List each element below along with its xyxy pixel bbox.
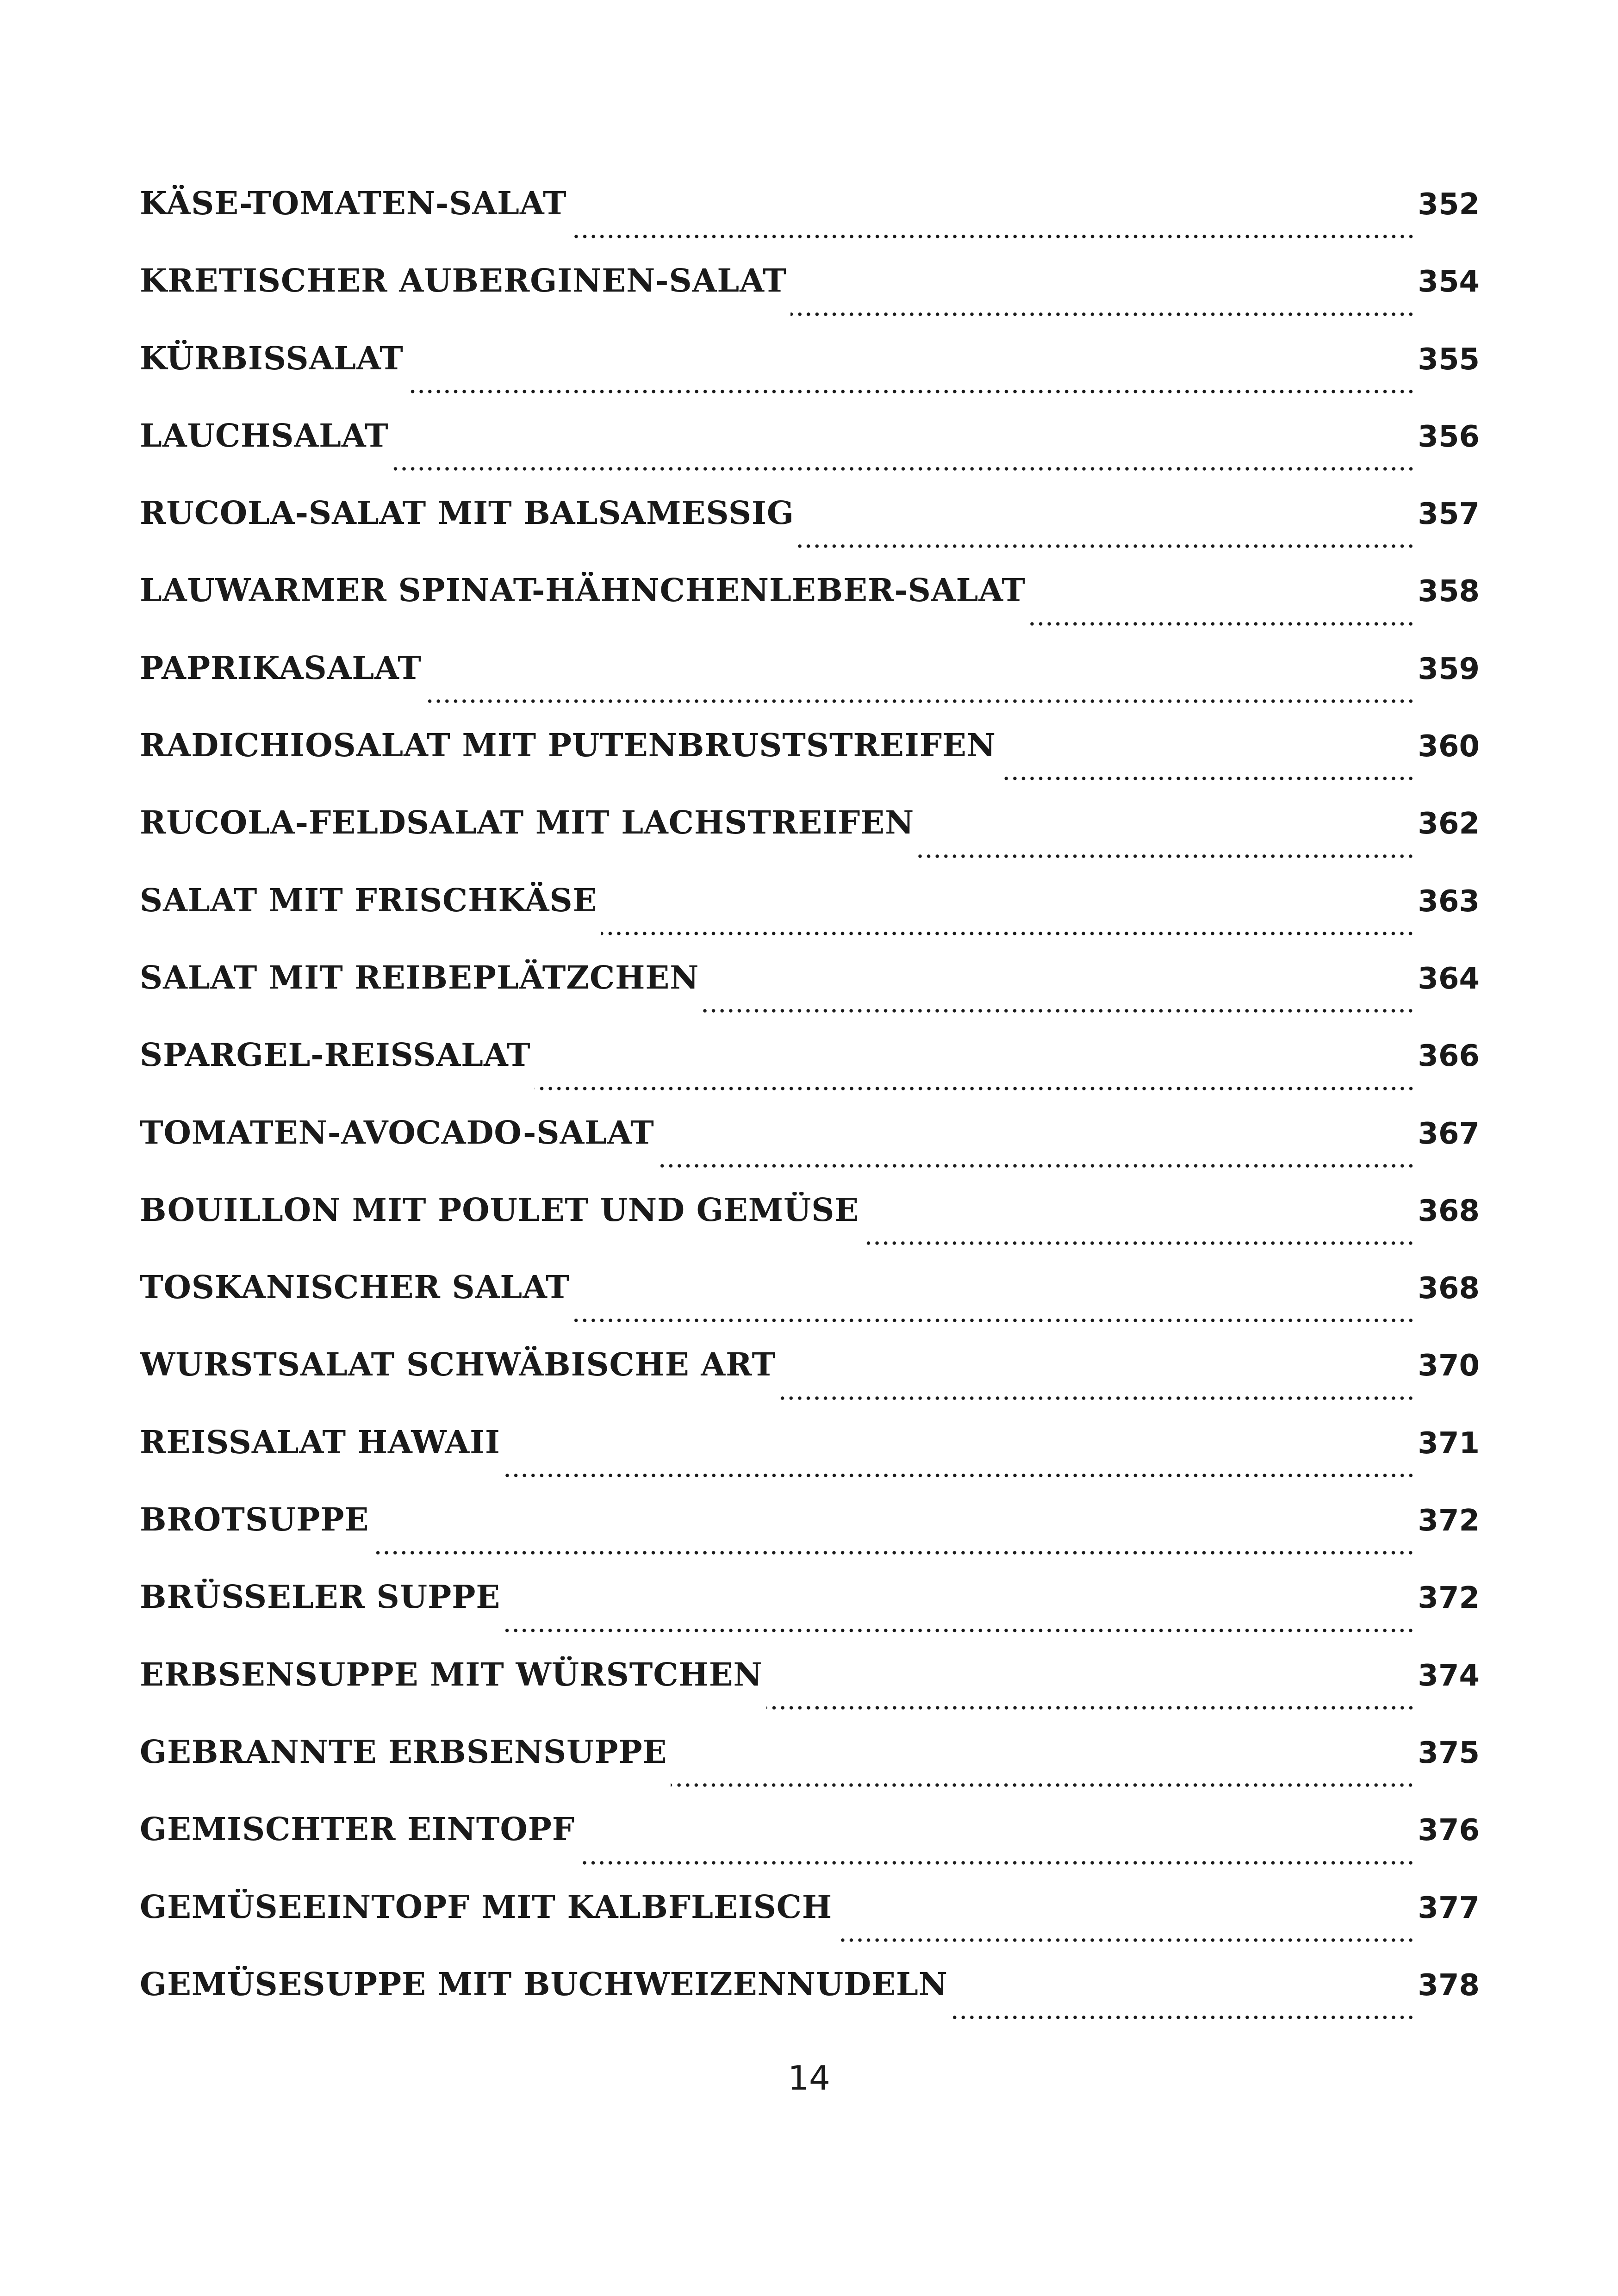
toc-entry-title: BROTSUPPE bbox=[140, 1501, 369, 1539]
toc-entry[interactable] bbox=[140, 1734, 1480, 1811]
toc-entry[interactable] bbox=[140, 882, 1480, 959]
toc-entry[interactable] bbox=[140, 417, 1480, 495]
dot-leader bbox=[389, 417, 1418, 495]
toc-entry[interactable] bbox=[140, 262, 1480, 340]
dot-leader bbox=[500, 1579, 1418, 1656]
toc-entry-page: 371 bbox=[1418, 1426, 1480, 1461]
toc-entry-page: 378 bbox=[1418, 1968, 1480, 2003]
dot-leader bbox=[422, 650, 1418, 727]
toc-entry-title: GEMÜSESUPPE MIT BUCHWEIZENNUDELN bbox=[140, 1966, 948, 2003]
dot-leader bbox=[531, 1037, 1418, 1114]
toc-entry-page: 359 bbox=[1418, 652, 1480, 686]
dot-leader bbox=[567, 185, 1418, 262]
toc-entry-page: 376 bbox=[1418, 1813, 1480, 1848]
toc-entry-title: SALAT MIT FRISCHKÄSE bbox=[140, 882, 597, 919]
toc-entry-page: 370 bbox=[1418, 1349, 1480, 1383]
toc-entry-page: 367 bbox=[1418, 1116, 1480, 1151]
toc-entry-page: 358 bbox=[1418, 574, 1480, 609]
toc-entry[interactable] bbox=[140, 1501, 1480, 1579]
toc-entry-title: PAPRIKASALAT bbox=[140, 649, 422, 687]
toc-entry-page: 368 bbox=[1418, 1194, 1480, 1228]
toc-entry-title: GEMISCHTER EINTOPF bbox=[140, 1811, 575, 1848]
toc-entry[interactable] bbox=[140, 959, 1480, 1037]
toc-entry[interactable] bbox=[140, 1966, 1480, 2043]
toc-entry-title: BOUILLON MIT POULET UND GEMÜSE bbox=[140, 1191, 859, 1229]
dot-leader bbox=[369, 1501, 1418, 1579]
toc-entry-title: KÜRBISSALAT bbox=[140, 340, 404, 377]
dot-leader bbox=[667, 1734, 1418, 1811]
toc-entry-title: REISSALAT HAWAII bbox=[140, 1424, 500, 1461]
toc-entry[interactable] bbox=[140, 1037, 1480, 1114]
toc-entry-page: 366 bbox=[1418, 1039, 1480, 1074]
toc-entry-title: KRETISCHER AUBERGINEN-SALAT bbox=[140, 262, 787, 300]
dot-leader bbox=[794, 495, 1418, 572]
toc-entry[interactable] bbox=[140, 1114, 1480, 1192]
dot-leader bbox=[699, 959, 1418, 1037]
toc-entry-page: 360 bbox=[1418, 729, 1480, 764]
dot-leader bbox=[570, 1269, 1418, 1346]
dot-leader bbox=[500, 1424, 1418, 1501]
page-number: 14 bbox=[788, 2059, 830, 2097]
toc-entry-page: 362 bbox=[1418, 807, 1480, 841]
toc-entry[interactable] bbox=[140, 340, 1480, 417]
toc-entry-page: 352 bbox=[1418, 187, 1480, 222]
toc-entry-page: 375 bbox=[1418, 1736, 1480, 1770]
dot-leader bbox=[654, 1114, 1418, 1192]
dot-leader bbox=[859, 1192, 1418, 1269]
toc-entry-page: 372 bbox=[1418, 1504, 1480, 1538]
dot-leader bbox=[763, 1656, 1418, 1734]
toc-entry[interactable] bbox=[140, 727, 1480, 804]
dot-leader bbox=[597, 882, 1418, 959]
table-of-contents bbox=[140, 185, 1480, 2043]
toc-entry-title: LAUWARMER SPINAT-HÄHNCHENLEBER-SALAT bbox=[140, 572, 1026, 610]
toc-entry[interactable] bbox=[140, 1424, 1480, 1501]
dot-leader bbox=[787, 262, 1418, 340]
toc-entry-title: BRÜSSELER SUPPE bbox=[140, 1579, 501, 1616]
toc-entry[interactable] bbox=[140, 495, 1480, 572]
toc-entry-page: 377 bbox=[1418, 1891, 1480, 1925]
toc-entry-title: GEMÜSEEINTOPF MIT KALBFLEISCH bbox=[140, 1888, 833, 1926]
dot-leader bbox=[948, 1966, 1418, 2043]
toc-entry[interactable] bbox=[140, 1579, 1480, 1656]
dot-leader bbox=[1026, 572, 1418, 649]
toc-entry-title: LAUCHSALAT bbox=[140, 417, 389, 454]
toc-entry[interactable] bbox=[140, 1811, 1480, 1888]
dot-leader bbox=[996, 727, 1418, 804]
toc-entry-page: 355 bbox=[1418, 342, 1480, 377]
dot-leader bbox=[776, 1346, 1418, 1424]
toc-entry-page: 356 bbox=[1418, 419, 1480, 454]
dot-leader bbox=[404, 340, 1418, 417]
toc-entry[interactable] bbox=[140, 572, 1480, 649]
toc-entry-page: 372 bbox=[1418, 1581, 1480, 1616]
toc-entry-title: KÄSE-TOMATEN-SALAT bbox=[140, 185, 567, 222]
toc-entry-page: 374 bbox=[1418, 1658, 1480, 1693]
toc-entry[interactable] bbox=[140, 1889, 1480, 1966]
toc-entry[interactable] bbox=[140, 185, 1480, 262]
toc-entry[interactable] bbox=[140, 1269, 1480, 1346]
dot-leader bbox=[832, 1889, 1418, 1966]
toc-entry-title: WURSTSALAT SCHWÄBISCHE ART bbox=[140, 1346, 776, 1384]
toc-entry-page: 368 bbox=[1418, 1271, 1480, 1306]
toc-entry-page: 354 bbox=[1418, 265, 1480, 299]
toc-entry-title: RUCOLA-SALAT MIT BALSAMESSIG bbox=[140, 495, 794, 532]
toc-entry[interactable] bbox=[140, 804, 1480, 882]
toc-entry-title: GEBRANNTE ERBSENSUPPE bbox=[140, 1733, 667, 1771]
toc-entry-title: TOSKANISCHER SALAT bbox=[140, 1269, 570, 1307]
toc-entry-title: SPARGEL-REISSALAT bbox=[140, 1037, 531, 1074]
toc-entry-page: 363 bbox=[1418, 884, 1480, 919]
toc-entry[interactable] bbox=[140, 1656, 1480, 1734]
toc-entry-title: RADICHIOSALAT MIT PUTENBRUSTSTREIFEN bbox=[140, 727, 996, 765]
toc-entry-page: 364 bbox=[1418, 961, 1480, 996]
toc-entry-title: RUCOLA-FELDSALAT MIT LACHSTREIFEN bbox=[140, 804, 915, 842]
toc-entry[interactable] bbox=[140, 650, 1480, 727]
toc-entry[interactable] bbox=[140, 1346, 1480, 1424]
toc-entry-title: TOMATEN-AVOCADO-SALAT bbox=[140, 1114, 654, 1151]
dot-leader bbox=[914, 804, 1418, 882]
toc-entry-title: ERBSENSUPPE MIT WÜRSTCHEN bbox=[140, 1656, 763, 1693]
toc-entry-page: 357 bbox=[1418, 497, 1480, 532]
toc-entry[interactable] bbox=[140, 1192, 1480, 1269]
dot-leader bbox=[575, 1811, 1418, 1888]
toc-entry-title: SALAT MIT REIBEPLÄTZCHEN bbox=[140, 959, 699, 996]
